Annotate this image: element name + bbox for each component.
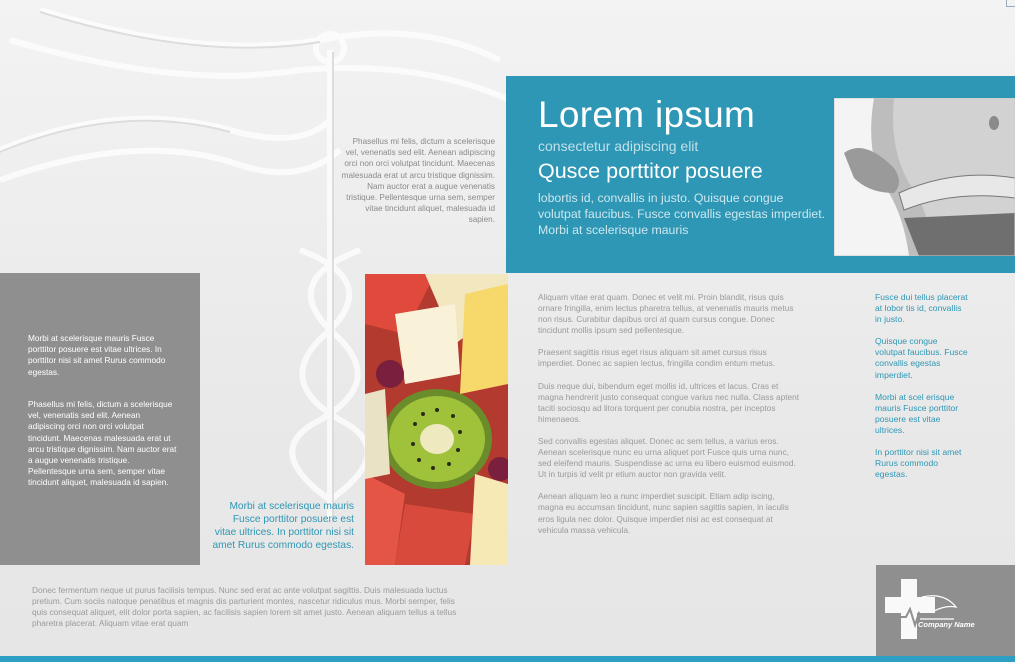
body-paragraph: Duis neque dui, bibendum eget mollis id, ultrices et lacus. Cras et magna hendrerit justo consequat congue varius nec nulla. Class aptent taciti sociosqu ad litora torquent per conubia nostra, per inceptos himenaeos. xyxy=(538,380,800,424)
highlight-paragraph: Fusce dui tellus placerat at lobor tis id, convallis in justo. xyxy=(875,292,968,325)
highlight-column xyxy=(875,292,970,491)
body-paragraph: Sed convallis egestas aliquet. Donec ac sem tellus, a varius eros. Aenean scelerisque nunc eu urna aliquet port Fusce quis urna nunc, sed eleifend mauris. Suspendisse ac urna eu libero euismod euismod. Ut in turpis id velit pr etium auctor non gravida velit. xyxy=(538,435,796,480)
hero-heading: Qusce porttitor posuere xyxy=(538,159,763,183)
bottom-accent-bar xyxy=(0,656,1015,662)
hero-banner xyxy=(506,76,1015,273)
hero-subtitle: consectetur adipiscing elit xyxy=(538,138,699,154)
hero-body: lobortis id, convallis in justo. Quisque congue volutpat faucibus. Fusce convallis egestas imperdiet. Morbi at scelerisque mauris xyxy=(538,191,826,237)
crop-mark xyxy=(1006,0,1015,7)
company-name: Company Name xyxy=(918,620,975,629)
fruit-salad-photo xyxy=(365,274,508,565)
highlight-paragraph: Morbi at scel erisque mauris Fusce porttitor posuere est vitae ultrices. xyxy=(875,391,959,435)
gray-panel-paragraph-2: Phasellus mi felis, dictum a scelerisque vel, venenatis sed elit. Aenean adipiscing orci non orci volutpat tincidunt. Maecenas malesuada erat ut arcu tristique dignissim. Nam auctor erat a augue venenatis tristique. Pellentesque urna sem, semper vitae tincidunt aliquet, malesuada id sapien. xyxy=(28,399,177,488)
company-logo-block xyxy=(876,565,1015,656)
gray-panel-paragraph-1: Morbi at scelerisque mauris Fusce porttitor posuere est vitae ultrices. In porttitor nisi sit amet Rurus commodo egestas. xyxy=(28,333,166,377)
highlight-paragraph: Quisque congue volutpat faucibus. Fusce convallis egestas imperdiet. xyxy=(875,336,968,380)
body-paragraph: Praesent sagittis risus eget risus aliquam sit amet cursus risus imperdiet. Donec ac sapien lectus, fringilla condim entum metus. xyxy=(538,347,776,369)
medical-cross-heartbeat-icon xyxy=(884,577,964,643)
highlight-paragraph: In porttitor nisi sit amet Rurus commodo egestas. xyxy=(875,447,962,480)
footer-paragraph: Donec fermentum neque ut purus facilisis tempus. Nunc sed erat ac ante volutpat sagittis. Duis malesuada luctus pretium. Cum sociis natoque penatibus et magnis dis parturient montes, nascetur ridiculus mus. Morbi semper, felis quis consequat aliquet, elit dolor porta sapien, ac facilisis sapien lorem sit amet justo. Aenean aliquam tellus a tellus pharetra placerat. Aliquam vitae erat quam xyxy=(32,585,457,629)
body-text-column xyxy=(538,292,800,547)
hero-title: Lorem ipsum xyxy=(538,94,756,135)
waist-measuring-photo xyxy=(834,98,1015,256)
gray-sidebar-panel xyxy=(0,273,200,565)
body-paragraph: Aenean aliquam leo a nunc imperdiet suscipit. Etiam adip iscing, magna eu accumsan tincidunt, nunc sapien sagittis sapien, in iaculis eros ligula nec dolor. Quisque imperdiet nisi ac est consequat at vehicula massa vehicula. xyxy=(538,491,789,535)
intro-paragraph: Phasellus mi felis, dictum a scelerisque vel, venenatis sed elit. Aenean adipiscing orci non orci volutpat tincidunt. Maecenas malesuada erat ut arcu tristique dignissim. Nam auctor erat a augue venenatis tristique. Pellentesque urna sem, semper vitae tincidunt aliquet, malesuada id sapien. xyxy=(341,137,495,225)
pull-quote: Morbi at scelerisque mauris Fusce porttitor posuere est vitae ultrices. In porttitor nisi sit amet Rurus commodo egestas. xyxy=(212,501,354,551)
body-paragraph: Aliquam vitae erat quam. Donec et velit mi. Proin blandit, risus quis ornare fringilla, enim lectus pharetra tellus, at venenatis mauris metus non risus. Curabitur dapibus orci at quam cursus congue. Donec tincidunt mollis ipsum sed pellentesque. xyxy=(538,292,794,336)
